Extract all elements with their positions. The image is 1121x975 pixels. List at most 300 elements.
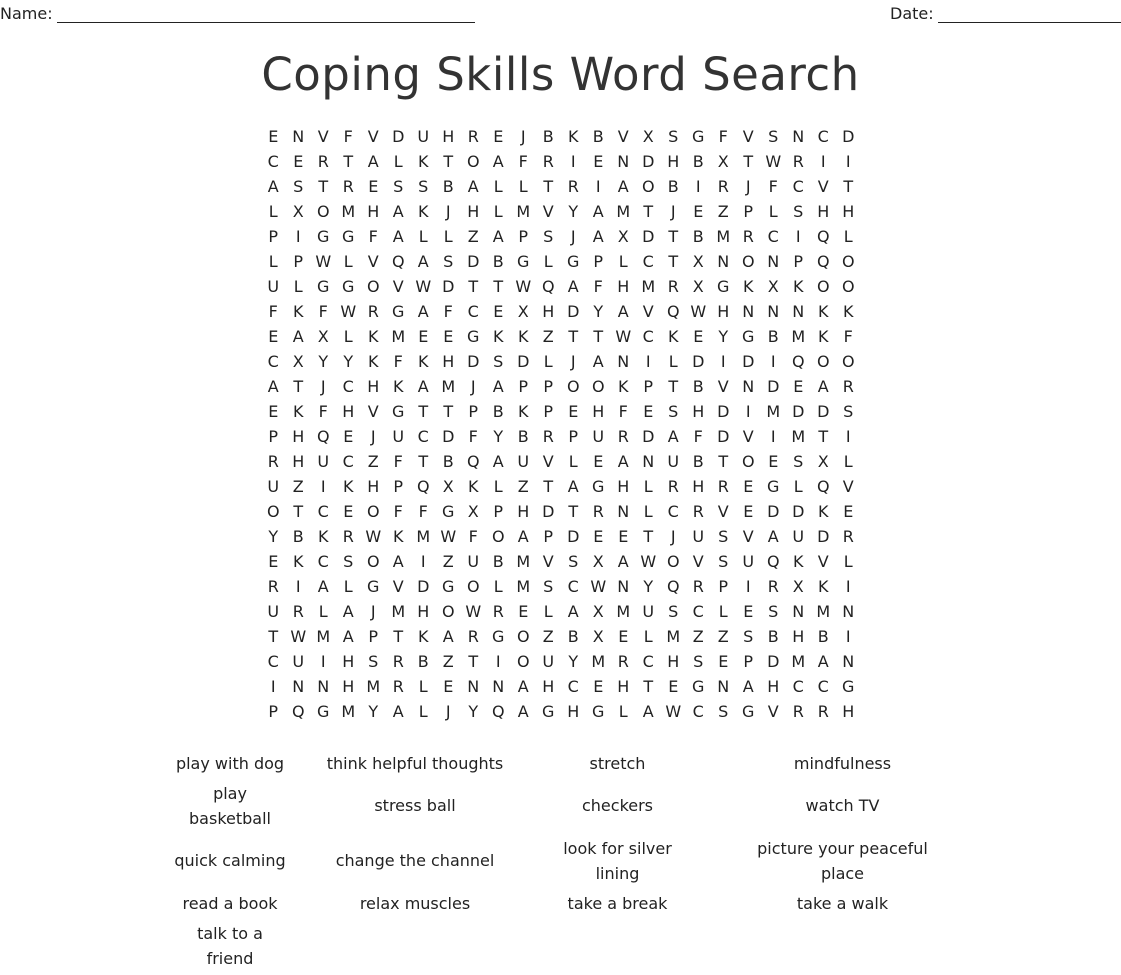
grid-letter: F: [343, 127, 354, 146]
grid-letter: O: [841, 352, 856, 371]
grid-letter: O: [516, 652, 531, 671]
grid-letter: A: [392, 702, 405, 721]
grid-letter: U: [267, 477, 280, 496]
grid-letter: F: [593, 277, 604, 296]
grid-letter: L: [843, 552, 854, 571]
grid-letter: H: [367, 202, 380, 221]
word-list-item: stress ball: [374, 796, 456, 815]
grid-letter: K: [368, 327, 379, 346]
grid-letter: R: [692, 502, 705, 521]
grid-letter: R: [717, 177, 730, 196]
grid-letter: P: [268, 227, 279, 246]
grid-letter: R: [492, 602, 505, 621]
grid-letter: C: [642, 327, 655, 346]
grid-letter: Q: [766, 552, 781, 571]
grid-letter: L: [643, 627, 654, 646]
name-field[interactable]: [0, 4, 475, 23]
grid-letter: S: [668, 127, 679, 146]
grid-letter: A: [492, 152, 505, 171]
grid-letter: T: [668, 252, 679, 271]
grid-letter: J: [445, 702, 452, 721]
grid-letter: V: [542, 552, 555, 571]
grid-letter: B: [292, 527, 305, 546]
grid-letter: K: [418, 152, 429, 171]
grid-letter: O: [266, 502, 281, 521]
grid-letter: R: [367, 302, 380, 321]
grid-letter: P: [518, 227, 529, 246]
grid-letter: K: [293, 302, 304, 321]
grid-letter: D: [817, 402, 830, 421]
grid-letter: P: [518, 377, 529, 396]
grid-letter: E: [443, 677, 454, 696]
grid-letter: W: [615, 327, 632, 346]
grid-letter: B: [517, 427, 530, 446]
grid-letter: L: [393, 152, 404, 171]
grid-letter: B: [492, 402, 505, 421]
grid-letter: K: [743, 277, 754, 296]
grid-letter: T: [393, 627, 404, 646]
grid-letter: S: [568, 552, 579, 571]
grid-letter: E: [493, 127, 504, 146]
grid-letter: Z: [367, 452, 380, 471]
grid-letter: P: [743, 652, 754, 671]
grid-letter: X: [292, 202, 305, 221]
grid-row: [261, 199, 861, 224]
grid-letter: O: [491, 527, 506, 546]
grid-letter: X: [467, 502, 480, 521]
grid-letter: O: [741, 452, 756, 471]
grid-letter: A: [467, 177, 480, 196]
grid-letter: O: [666, 552, 681, 571]
grid-letter: H: [292, 427, 305, 446]
grid-letter: H: [617, 677, 630, 696]
grid-letter: Z: [542, 627, 555, 646]
grid-letter: I: [845, 427, 852, 446]
grid-letter: E: [793, 377, 804, 396]
grid-letter: E: [368, 177, 379, 196]
grid-letter: A: [392, 227, 405, 246]
grid-letter: E: [743, 602, 754, 621]
grid-letter: H: [367, 477, 380, 496]
grid-letter: U: [267, 277, 280, 296]
grid-letter: H: [692, 477, 705, 496]
grid-letter: X: [592, 627, 605, 646]
grid-letter: P: [368, 627, 379, 646]
grid-letter: B: [692, 377, 705, 396]
word-list-item: change the channel: [335, 851, 495, 870]
grid-letter: T: [643, 527, 654, 546]
grid-letter: K: [843, 302, 854, 321]
grid-letter: Q: [816, 252, 831, 271]
grid-letter: O: [816, 352, 831, 371]
grid-letter: K: [393, 527, 404, 546]
grid-letter: A: [567, 277, 580, 296]
grid-letter: E: [618, 527, 629, 546]
grid-letter: I: [645, 352, 652, 371]
grid-letter: N: [492, 677, 505, 696]
grid-letter: B: [692, 152, 705, 171]
grid-letter: N: [292, 677, 305, 696]
grid-letter: J: [745, 177, 752, 196]
grid-letter: H: [842, 202, 855, 221]
grid-letter: C: [817, 677, 830, 696]
grid-letter: E: [268, 127, 279, 146]
grid-letter: H: [567, 702, 580, 721]
grid-letter: V: [392, 277, 405, 296]
grid-letter: M: [791, 427, 806, 446]
grid-letter: T: [443, 402, 454, 421]
grid-letter: E: [743, 502, 754, 521]
grid-letter: A: [517, 527, 530, 546]
grid-letter: Q: [816, 477, 831, 496]
grid-letter: N: [842, 652, 855, 671]
grid-row: [261, 124, 861, 149]
grid-letter: E: [343, 427, 354, 446]
grid-letter: C: [267, 652, 280, 671]
grid-letter: O: [641, 177, 656, 196]
grid-letter: N: [617, 502, 630, 521]
grid-letter: I: [770, 427, 777, 446]
grid-letter: E: [568, 402, 579, 421]
grid-letter: G: [342, 227, 355, 246]
date-blank-line[interactable]: [938, 5, 1121, 23]
grid-letter: N: [617, 577, 630, 596]
grid-letter: L: [543, 602, 554, 621]
grid-letter: C: [567, 577, 580, 596]
grid-letter: C: [417, 427, 430, 446]
grid-letter: F: [618, 402, 629, 421]
grid-letter: F: [693, 427, 704, 446]
grid-letter: O: [316, 202, 331, 221]
name-label: Name:: [0, 4, 53, 23]
grid-letter: A: [417, 377, 430, 396]
grid-letter: D: [817, 527, 830, 546]
grid-letter: K: [293, 402, 304, 421]
grid-letter: I: [295, 227, 302, 246]
grid-letter: T: [643, 677, 654, 696]
grid-letter: W: [290, 627, 307, 646]
grid-letter: Q: [491, 702, 506, 721]
grid-letter: S: [543, 577, 554, 596]
grid-letter: W: [315, 252, 332, 271]
date-field[interactable]: [890, 4, 1121, 23]
grid-letter: S: [793, 452, 804, 471]
grid-letter: A: [342, 602, 355, 621]
grid-letter: T: [643, 202, 654, 221]
grid-letter: A: [742, 677, 755, 696]
grid-letter: G: [317, 277, 330, 296]
grid-letter: E: [693, 202, 704, 221]
grid-letter: M: [641, 277, 656, 296]
grid-letter: L: [268, 252, 279, 271]
grid-letter: T: [343, 152, 354, 171]
grid-letter: T: [668, 377, 679, 396]
grid-letter: A: [517, 702, 530, 721]
grid-letter: L: [643, 502, 654, 521]
grid-letter: L: [543, 352, 554, 371]
grid-letter: A: [567, 602, 580, 621]
grid-row: [261, 599, 861, 624]
grid-letter: A: [817, 652, 830, 671]
grid-letter: A: [642, 702, 655, 721]
grid-letter: W: [365, 527, 382, 546]
grid-letter: G: [442, 502, 455, 521]
grid-letter: Y: [643, 577, 654, 596]
grid-letter: N: [767, 302, 780, 321]
grid-letter: E: [443, 327, 454, 346]
grid-letter: O: [841, 252, 856, 271]
grid-letter: D: [392, 127, 405, 146]
grid-letter: D: [642, 152, 655, 171]
grid-letter: P: [543, 527, 554, 546]
grid-letter: A: [442, 627, 455, 646]
grid-letter: O: [566, 377, 581, 396]
grid-letter: U: [467, 552, 480, 571]
grid-row: [261, 624, 861, 649]
grid-letter: X: [442, 477, 455, 496]
grid-letter: K: [518, 327, 529, 346]
grid-letter: G: [742, 702, 755, 721]
grid-letter: L: [293, 277, 304, 296]
grid-letter: R: [592, 502, 605, 521]
grid-letter: I: [820, 152, 827, 171]
grid-letter: N: [742, 302, 755, 321]
grid-letter: O: [741, 252, 756, 271]
grid-letter: P: [543, 377, 554, 396]
grid-letter: A: [342, 627, 355, 646]
grid-row: [261, 349, 861, 374]
grid-letter: V: [767, 702, 780, 721]
grid-letter: F: [468, 427, 479, 446]
grid-letter: M: [316, 627, 331, 646]
word-list-item: picture your peaceful place: [757, 839, 928, 883]
grid-row: [261, 524, 861, 549]
word-list-item: talk to a friend: [197, 924, 263, 968]
grid-row: [261, 674, 861, 699]
grid-letter: A: [492, 377, 505, 396]
grid-letter: L: [543, 252, 554, 271]
grid-letter: W: [665, 702, 682, 721]
grid-letter: O: [591, 377, 606, 396]
grid-letter: D: [767, 377, 780, 396]
grid-letter: D: [542, 502, 555, 521]
grid-letter: D: [567, 302, 580, 321]
grid-letter: V: [742, 427, 755, 446]
grid-letter: Y: [493, 427, 504, 446]
grid-letter: X: [292, 352, 305, 371]
grid-letter: G: [592, 702, 605, 721]
grid-letter: B: [592, 127, 605, 146]
word-list-item: mindfulness: [793, 754, 892, 773]
grid-letter: L: [768, 202, 779, 221]
grid-letter: L: [843, 452, 854, 471]
grid-letter: L: [343, 252, 354, 271]
grid-letter: H: [667, 652, 680, 671]
grid-row: [261, 224, 861, 249]
grid-letter: O: [366, 277, 381, 296]
grid-letter: G: [392, 302, 405, 321]
grid-letter: D: [767, 652, 780, 671]
grid-letter: P: [793, 252, 804, 271]
grid-letter: W: [640, 552, 657, 571]
grid-letter: M: [766, 402, 781, 421]
grid-letter: S: [668, 602, 679, 621]
grid-letter: M: [341, 702, 356, 721]
grid-letter: P: [268, 702, 279, 721]
grid-letter: C: [567, 677, 580, 696]
word-list-item: relax muscles: [359, 894, 471, 913]
grid-letter: N: [767, 252, 780, 271]
grid-letter: X: [592, 552, 605, 571]
grid-letter: G: [317, 702, 330, 721]
grid-letter: R: [842, 377, 855, 396]
grid-letter: M: [416, 527, 431, 546]
grid-letter: M: [816, 602, 831, 621]
grid-letter: Y: [468, 702, 479, 721]
grid-letter: K: [418, 202, 429, 221]
grid-letter: S: [793, 202, 804, 221]
grid-letter: R: [542, 152, 555, 171]
grid-letter: D: [567, 527, 580, 546]
grid-letter: H: [617, 477, 630, 496]
grid-letter: H: [792, 627, 805, 646]
grid-letter: L: [343, 577, 354, 596]
grid-letter: O: [366, 502, 381, 521]
grid-letter: S: [493, 352, 504, 371]
grid-letter: L: [418, 702, 429, 721]
grid-letter: B: [817, 627, 830, 646]
grid-letter: G: [542, 702, 555, 721]
grid-letter: J: [520, 127, 527, 146]
grid-letter: M: [716, 227, 731, 246]
grid-letter: G: [317, 227, 330, 246]
grid-letter: J: [470, 377, 477, 396]
grid-letter: H: [542, 677, 555, 696]
grid-letter: F: [468, 527, 479, 546]
grid-letter: T: [293, 377, 304, 396]
grid-letter: M: [791, 327, 806, 346]
grid-letter: U: [692, 527, 705, 546]
name-blank-line[interactable]: [57, 5, 475, 23]
grid-letter: T: [493, 277, 504, 296]
grid-letter: P: [568, 427, 579, 446]
grid-letter: O: [366, 552, 381, 571]
grid-letter: T: [543, 477, 554, 496]
grid-letter: H: [692, 402, 705, 421]
grid-letter: R: [392, 652, 405, 671]
grid-letter: L: [443, 227, 454, 246]
grid-letter: A: [392, 202, 405, 221]
grid-letter: B: [767, 327, 780, 346]
grid-row: [261, 249, 861, 274]
grid-letter: V: [392, 577, 405, 596]
grid-letter: J: [320, 377, 327, 396]
grid-letter: I: [845, 577, 852, 596]
grid-letter: L: [568, 452, 579, 471]
grid-letter: I: [745, 402, 752, 421]
grid-letter: H: [592, 402, 605, 421]
grid-letter: F: [268, 302, 279, 321]
grid-letter: F: [393, 452, 404, 471]
grid-letter: S: [443, 252, 454, 271]
grid-letter: A: [617, 552, 630, 571]
grid-letter: F: [393, 502, 404, 521]
grid-letter: N: [742, 377, 755, 396]
grid-letter: K: [418, 627, 429, 646]
grid-letter: N: [642, 452, 655, 471]
grid-letter: I: [745, 577, 752, 596]
grid-letter: A: [492, 452, 505, 471]
grid-letter: F: [318, 402, 329, 421]
grid-letter: P: [493, 502, 504, 521]
grid-letter: U: [417, 127, 430, 146]
grid-letter: B: [767, 627, 780, 646]
grid-letter: R: [317, 152, 330, 171]
grid-letter: T: [293, 502, 304, 521]
grid-letter: H: [767, 677, 780, 696]
grid-letter: M: [366, 677, 381, 696]
grid-letter: U: [667, 452, 680, 471]
grid-row: [261, 274, 861, 299]
grid-letter: X: [717, 152, 730, 171]
grid-letter: S: [718, 527, 729, 546]
grid-letter: G: [367, 577, 380, 596]
grid-letter: Y: [368, 702, 379, 721]
grid-row: [261, 324, 861, 349]
grid-letter: X: [692, 252, 705, 271]
grid-letter: K: [568, 127, 579, 146]
grid-letter: C: [792, 677, 805, 696]
grid-letter: L: [843, 227, 854, 246]
grid-letter: L: [418, 677, 429, 696]
grid-letter: X: [767, 277, 780, 296]
grid-letter: C: [817, 127, 830, 146]
grid-letter: R: [667, 277, 680, 296]
grid-letter: A: [492, 227, 505, 246]
grid-letter: V: [692, 552, 705, 571]
grid-letter: T: [843, 177, 854, 196]
grid-letter: H: [517, 502, 530, 521]
grid-letter: R: [292, 602, 305, 621]
grid-letter: N: [842, 602, 855, 621]
grid-letter: R: [617, 427, 630, 446]
grid-letter: V: [742, 127, 755, 146]
word-list-item: think helpful thoughts: [326, 754, 504, 773]
grid-letter: E: [593, 152, 604, 171]
grid-letter: U: [642, 602, 655, 621]
grid-letter: Q: [541, 277, 556, 296]
word-list-item: stretch: [589, 754, 646, 773]
grid-letter: C: [792, 177, 805, 196]
grid-letter: U: [317, 452, 330, 471]
grid-letter: V: [317, 127, 330, 146]
grid-row: [261, 499, 861, 524]
grid-letter: D: [717, 427, 730, 446]
grid-letter: J: [670, 202, 677, 221]
grid-letter: M: [591, 652, 606, 671]
worksheet-header: [0, 0, 1121, 30]
grid-row: [261, 649, 861, 674]
grid-letter: O: [516, 627, 531, 646]
grid-letter: M: [391, 602, 406, 621]
grid-letter: P: [293, 252, 304, 271]
grid-letter: D: [792, 502, 805, 521]
grid-letter: K: [793, 277, 804, 296]
grid-letter: W: [415, 277, 432, 296]
grid-letter: I: [270, 677, 277, 696]
grid-letter: P: [643, 377, 654, 396]
grid-letter: N: [717, 677, 730, 696]
